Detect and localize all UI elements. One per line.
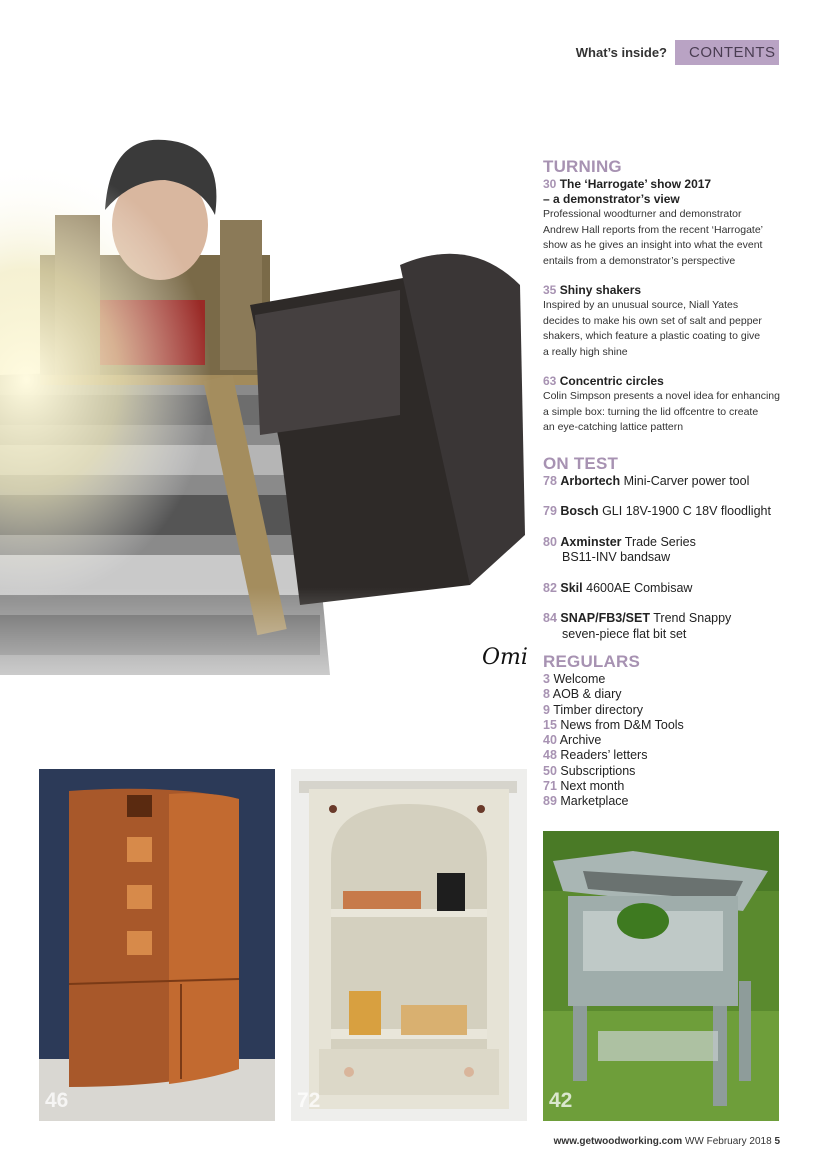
regular-label: News from D&M Tools (560, 717, 684, 732)
page-number: 82 (543, 580, 557, 595)
page-footer (554, 1136, 780, 1147)
desc-line: a really high shine (543, 345, 628, 358)
brand-name: Arbortech (560, 473, 621, 488)
page-number: 50 (543, 763, 557, 778)
regular-item[interactable] (543, 718, 793, 733)
page-number: 48 (543, 748, 557, 763)
regular-label: Archive (559, 733, 602, 748)
product-name: Trade Series (624, 534, 696, 549)
page-number: 78 (543, 473, 557, 488)
cabinet-icon (39, 769, 275, 1121)
product-name: Mini-Carver power tool (623, 473, 750, 488)
desc-line: Inspired by an unusual source, Niall Yates (543, 299, 739, 311)
test-item[interactable] (543, 474, 793, 490)
page-number-footer: 5 (774, 1136, 780, 1147)
page-number: 84 (543, 611, 557, 625)
page-number: 40 (543, 733, 557, 748)
photo-dresser[interactable] (291, 769, 527, 1121)
product-name: GLI 18V-1900 C 18V floodlight (602, 504, 771, 518)
page-number: 63 (543, 374, 557, 388)
test-item[interactable] (543, 611, 793, 642)
website-url[interactable]: www.getwoodworking.com (553, 1136, 683, 1147)
turning-entry[interactable] (543, 283, 793, 360)
page-number: 80 (543, 534, 557, 549)
entry-title (543, 374, 793, 389)
regular-item[interactable] (543, 748, 793, 763)
regular-label: Readers’ letters (560, 748, 648, 763)
entry-description (543, 389, 793, 436)
contents-list (543, 157, 793, 810)
page-number: 79 (543, 504, 557, 518)
desc-line: entails from a demonstrator’s perspective (543, 254, 736, 267)
brand-name: SNAP/FB3/SET (560, 611, 650, 625)
section-header (576, 40, 779, 65)
regular-label: Marketplace (560, 794, 629, 809)
page-number: 9 (543, 702, 550, 717)
page-number: 8 (543, 687, 550, 702)
artist-signature: Omi (482, 645, 528, 670)
page-number: 30 (543, 177, 557, 191)
regular-item[interactable] (543, 687, 793, 702)
desc-line: show as he gives an insight into what the event (543, 239, 763, 251)
regular-item[interactable] (543, 779, 793, 794)
page-number: 89 (543, 794, 557, 809)
test-item[interactable] (543, 504, 793, 520)
regular-label: Subscriptions (560, 763, 636, 778)
regular-label: AOB & diary (552, 687, 622, 702)
regular-item[interactable] (543, 764, 793, 779)
desc-line: decides to make his own set of salt and pepper (543, 314, 762, 327)
whats-inside-label: What’s inside? (575, 45, 667, 60)
turning-entry[interactable] (543, 374, 793, 436)
page-number: 71 (543, 779, 557, 794)
product-name: Trend Snappy (653, 611, 732, 625)
illustration-icon (0, 115, 528, 745)
contents-tab: CONTENTS (675, 40, 779, 65)
desc-line: shakers, which feature a plastic coating to give (543, 330, 761, 342)
photo-page-number: 42 (549, 1089, 573, 1112)
desc-line: Andrew Hall reports from the recent ‘Harrogate’ (543, 223, 764, 236)
turning-entry[interactable] (543, 177, 793, 269)
entry-title-text: Shiny shakers (559, 283, 642, 297)
desc-line: Professional woodturner and demonstrator (543, 208, 742, 220)
test-item[interactable] (543, 581, 793, 597)
product-name-cont: BS11-INV bandsaw (562, 550, 671, 564)
section-title-turning: TURNING (543, 157, 622, 176)
desc-line: a simple box: turning the lid offcentre to create (543, 405, 759, 418)
entry-title-text: The ‘Harrogate’ show 2017 (559, 177, 712, 191)
page-number: 15 (543, 717, 557, 732)
photo-cabinet[interactable] (39, 769, 275, 1121)
section-title-on-test: ON TEST (543, 453, 619, 473)
section-title-regulars: REGULARS (543, 652, 640, 671)
issue-label: WW February 2018 (684, 1136, 772, 1147)
entry-description (543, 207, 793, 269)
brand-name: Axminster (560, 534, 622, 549)
product-name-cont: seven-piece flat bit set (562, 626, 687, 641)
page-number: 35 (543, 283, 557, 297)
photo-page-number: 72 (297, 1089, 321, 1112)
test-item[interactable] (543, 535, 793, 566)
entry-description (543, 298, 793, 360)
desc-line: an eye-catching lattice pattern (543, 421, 684, 433)
brand-name: Bosch (560, 504, 599, 518)
product-name: 4600AE Combisaw (586, 580, 693, 595)
regular-label: Welcome (553, 672, 606, 686)
entry-title (543, 177, 793, 207)
dresser-icon (291, 769, 527, 1121)
entry-title (543, 283, 793, 298)
brand-name: Skil (560, 580, 583, 595)
planter-icon (543, 831, 779, 1121)
regular-item[interactable] (543, 794, 793, 809)
regular-label: Timber directory (553, 702, 644, 717)
photo-page-number: 46 (45, 1089, 69, 1112)
regular-item[interactable] (543, 703, 793, 718)
desc-line: Colin Simpson presents a novel idea for enhancing (543, 390, 780, 402)
regular-item[interactable] (543, 733, 793, 748)
page-number: 3 (543, 672, 550, 686)
regular-label: Next month (560, 779, 625, 794)
photo-planter[interactable] (543, 831, 779, 1121)
entry-title-text-2: – a demonstrator’s view (543, 192, 680, 206)
entry-title-text: Concentric circles (559, 374, 664, 388)
regular-item[interactable] (543, 672, 793, 687)
